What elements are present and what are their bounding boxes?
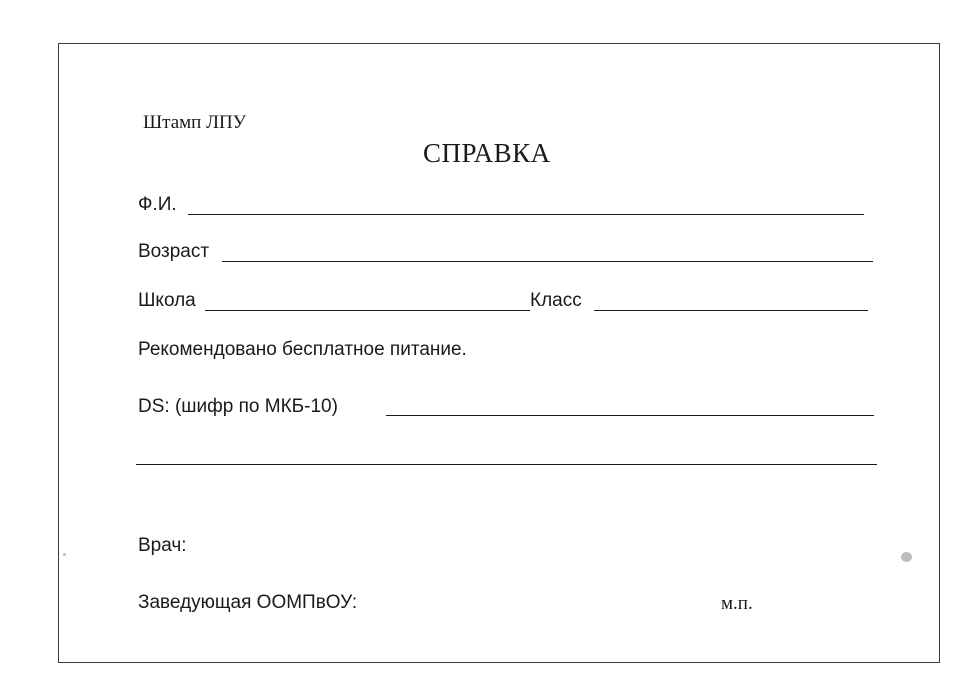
name-underline — [188, 214, 864, 215]
seal-label: м.п. — [721, 593, 753, 614]
name-label: Ф.И. — [138, 194, 177, 215]
diagnosis-continuation-line — [136, 464, 877, 465]
document-title: СПРАВКА — [423, 138, 551, 168]
school-underline — [205, 310, 530, 311]
scan-spot — [901, 552, 912, 562]
recommendation-text: Рекомендовано бесплатное питание. — [138, 339, 467, 360]
scan-speck — [63, 553, 66, 556]
doctor-label: Врач: — [138, 535, 187, 556]
age-underline — [222, 261, 873, 262]
stamp-label: Штамп ЛПУ — [143, 112, 247, 133]
diagnosis-underline — [386, 415, 874, 416]
diagnosis-label: DS: (шифр по МКБ-10) — [138, 396, 338, 417]
head-label: Заведующая ООМПвОУ: — [138, 592, 358, 613]
age-label: Возраст — [138, 241, 210, 262]
school-label: Школа — [138, 290, 196, 311]
class-label: Класс — [530, 290, 582, 311]
class-underline — [594, 310, 868, 311]
